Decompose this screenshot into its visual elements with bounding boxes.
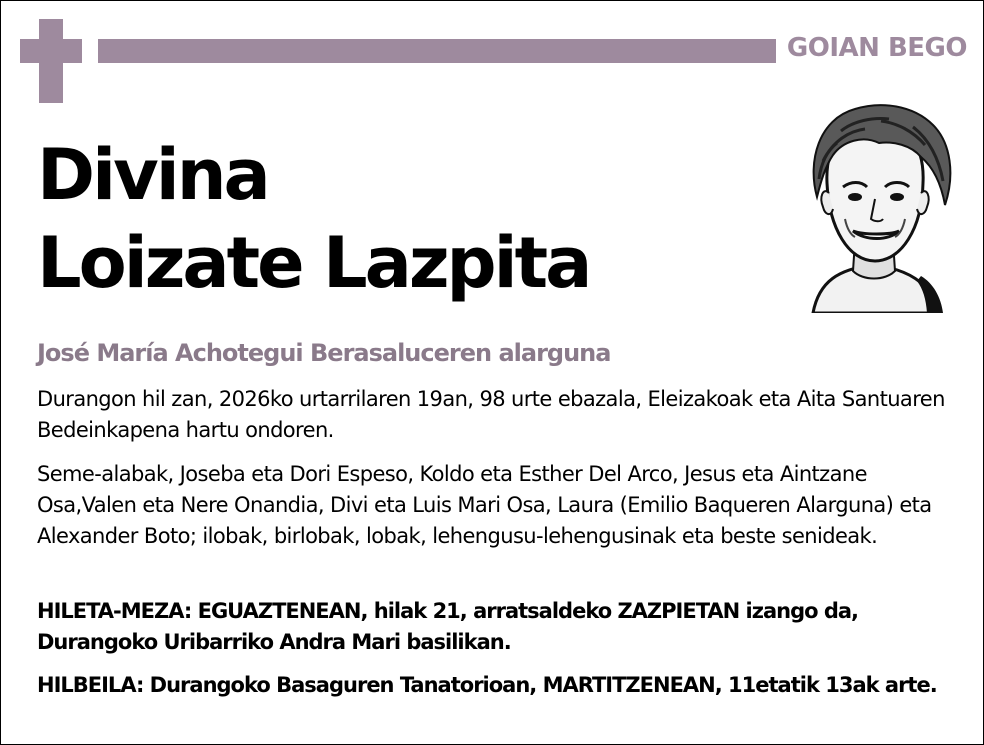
- first-name: Divina: [37, 134, 268, 216]
- cross-icon-bar: [20, 39, 82, 63]
- deceased-name: [37, 131, 589, 307]
- wake-paragraph: HILBEILA: Durangoko Basaguren Tanatorioan, MARTITZENEAN, 11etatik 13ak arte.: [37, 673, 937, 697]
- header-rule: [98, 39, 776, 63]
- rest-in-peace-label: GOIAN BEGO: [786, 33, 967, 63]
- funeral-paragraph: HILETA-MEZA: EGUAZTENEAN, hilak 21, arratsaldeko ZAZPIETAN izango da, Durangoko Uribarriko Andra Mari basilikan.: [37, 599, 859, 654]
- widow-of-line: José María Achotegui Berasaluceren alarguna: [37, 339, 611, 367]
- family-paragraph: Seme-alabak, Joseba eta Dori Espeso, Koldo eta Esther Del Arco, Jesus eta Aintzane Osa,Valen eta Nere Onandia, Divi eta Luis Mari Osa, Laura (Emilio Baqueren Alarguna) eta Alexander Boto; ilobak, birlobak, lobak, lehengusu-lehengusinak eta beste senideak.: [37, 462, 932, 548]
- surnames: Loizate Lazpita: [37, 222, 590, 304]
- death-paragraph: Durangon hil zan, 2026ko urtarrilaren 19an, 98 urte ebazala, Eleizakoak eta Aita Santuaren Bedeinkapena hartu ondoren.: [37, 387, 945, 442]
- portrait-photo: [793, 101, 953, 313]
